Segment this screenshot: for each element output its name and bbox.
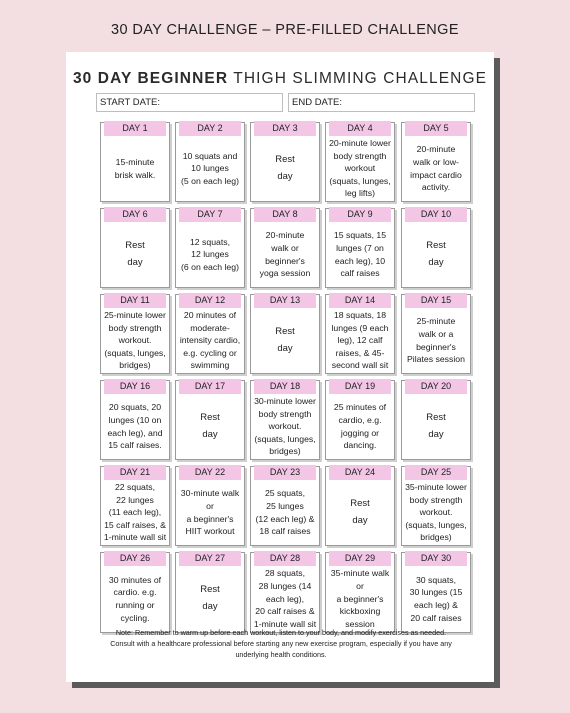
day-cell <box>401 122 471 202</box>
day-label: DAY 30 <box>405 551 467 566</box>
day-label: DAY 5 <box>405 121 467 136</box>
day-label: DAY 25 <box>405 465 467 480</box>
day-cell <box>250 380 320 460</box>
day-label: DAY 4 <box>329 121 391 136</box>
day-cell <box>175 208 245 288</box>
day-label: DAY 6 <box>104 207 166 222</box>
day-label: DAY 10 <box>405 207 467 222</box>
day-activity: Rest day <box>350 497 370 526</box>
sheet-title <box>66 70 494 88</box>
end-date-label: END DATE: <box>292 97 342 108</box>
day-label: DAY 24 <box>329 465 391 480</box>
day-cell <box>100 208 170 288</box>
day-activity: 30 squats, 30 lunges (15 each leg) & 20 calf raises <box>409 574 463 623</box>
day-label: DAY 9 <box>329 207 391 222</box>
day-cell <box>100 380 170 460</box>
sheet-title-bold: 30 DAY BEGINNER <box>72 70 229 87</box>
day-label: DAY 18 <box>254 379 316 394</box>
day-activity: 25 minutes of cardio, e.g. jogging or dancing. <box>333 402 387 451</box>
day-cell <box>100 552 170 633</box>
day-label: DAY 13 <box>254 293 316 308</box>
sheet-note: Note: Remember to warm up before each workout, listen to your body, and modify exercises as needed. Consult with a healthcare professional before starting any new exercise program, especially if you have any underlying health conditions. <box>110 628 452 659</box>
day-activity: Rest day <box>200 584 220 612</box>
day-cell <box>325 380 395 460</box>
day-cell <box>401 294 471 374</box>
day-activity: 25-minute walk or a beginner's Pilates session <box>407 316 465 365</box>
day-label: DAY 26 <box>104 551 166 566</box>
day-cell <box>401 208 471 288</box>
end-date-field <box>288 93 475 112</box>
day-label: DAY 2 <box>179 121 241 136</box>
day-activity: 20-minute lower body strength workout (squats, lunges, leg lifts) <box>329 137 391 199</box>
sheet-title-rest: THIGH SLIMMING CHALLENGE <box>228 70 488 87</box>
day-cell <box>250 466 320 546</box>
day-cell <box>250 552 320 633</box>
day-label: DAY 20 <box>405 379 467 394</box>
day-cell <box>325 294 395 374</box>
day-activity: Rest day <box>426 411 446 440</box>
day-label: DAY 19 <box>329 379 391 394</box>
day-cell <box>250 208 320 288</box>
day-activity: 25 squats, 25 lunges (12 each leg) & 18 calf raises <box>255 488 315 537</box>
day-cell <box>250 294 320 374</box>
day-activity: Rest day <box>426 239 446 268</box>
start-date-label: START DATE: <box>100 97 161 108</box>
day-activity: 15-minute brisk walk. <box>114 156 156 180</box>
day-label: DAY 14 <box>329 293 391 308</box>
day-label: DAY 3 <box>254 121 316 136</box>
day-activity: 35-minute lower body strength workout. (squats, lunges, bridges) <box>405 481 467 543</box>
day-activity: 30-minute lower body strength workout. (squats, lunges, bridges) <box>254 395 316 457</box>
day-label: DAY 29 <box>329 551 391 566</box>
day-label: DAY 12 <box>179 293 241 308</box>
day-cell <box>250 122 320 202</box>
page-caption: 30 DAY CHALLENGE – PRE-FILLED CHALLENGE <box>111 22 459 38</box>
day-activity: 20 squats, 20 lunges (10 on each leg), and 15 calf raises. <box>107 402 163 451</box>
day-cell <box>175 294 245 374</box>
day-activity: Rest day <box>200 411 220 440</box>
day-cell <box>175 466 245 546</box>
day-label: DAY 21 <box>104 465 166 480</box>
day-label: DAY 1 <box>104 121 166 136</box>
day-activity: 28 squats, 28 lunges (14 each leg), 20 calf raises & 1-minute wall sit <box>253 568 317 629</box>
day-activity: 20 minutes of moderate- intensity cardio, e.g. cycling or swimming <box>179 309 241 371</box>
challenge-sheet <box>66 52 494 682</box>
day-activity: Rest day <box>125 239 145 268</box>
day-cell <box>401 380 471 460</box>
day-cell <box>175 380 245 460</box>
day-activity: 12 squats, 12 lunges (6 on each leg) <box>181 236 239 272</box>
day-label: DAY 23 <box>254 465 316 480</box>
day-activity: 20-minute walk or low- impact cardio activity. <box>410 144 462 193</box>
day-cell <box>325 208 395 288</box>
day-activity: Rest day <box>275 153 295 182</box>
day-cell <box>325 466 395 546</box>
day-label: DAY 27 <box>179 551 241 566</box>
day-label: DAY 16 <box>104 379 166 394</box>
day-cell <box>175 122 245 202</box>
day-cell <box>100 294 170 374</box>
day-activity: 35-minute walk or a beginner's kickboxing session <box>330 568 390 629</box>
day-activity: 18 squats, 18 lunges (9 each leg), 12 calf raises, & 45- second wall sit <box>331 309 389 371</box>
day-label: DAY 22 <box>179 465 241 480</box>
day-label: DAY 17 <box>179 379 241 394</box>
day-cell <box>100 122 170 202</box>
day-activity: 30 minutes of cardio. e.g. running or cycling. <box>108 574 162 623</box>
day-cell <box>325 552 395 633</box>
start-date-field <box>96 93 283 112</box>
day-activity: 22 squats, 22 lunges (11 each leg), 15 calf raises, & 1-minute wall sit <box>103 481 167 543</box>
day-cell <box>175 552 245 633</box>
day-cell <box>401 466 471 546</box>
day-activity: 15 squats, 15 lunges (7 on each leg), 10 calf raises <box>333 230 387 279</box>
day-cell <box>325 122 395 202</box>
day-activity: Rest day <box>275 325 295 354</box>
day-activity: 25-minute lower body strength workout. (squats, lunges, bridges) <box>104 309 166 371</box>
day-activity: 20-minute walk or beginner's yoga session <box>259 230 311 279</box>
day-activity: 30-minute walk or a beginner's HIIT workout <box>180 488 240 537</box>
day-label: DAY 28 <box>254 551 316 566</box>
day-activity: 10 squats and 10 lunges (5 on each leg) <box>181 150 239 186</box>
day-label: DAY 11 <box>104 293 166 308</box>
day-label: DAY 8 <box>254 207 316 222</box>
day-label: DAY 7 <box>179 207 241 222</box>
day-cell <box>401 552 471 633</box>
day-label: DAY 15 <box>405 293 467 308</box>
day-cell <box>100 466 170 546</box>
